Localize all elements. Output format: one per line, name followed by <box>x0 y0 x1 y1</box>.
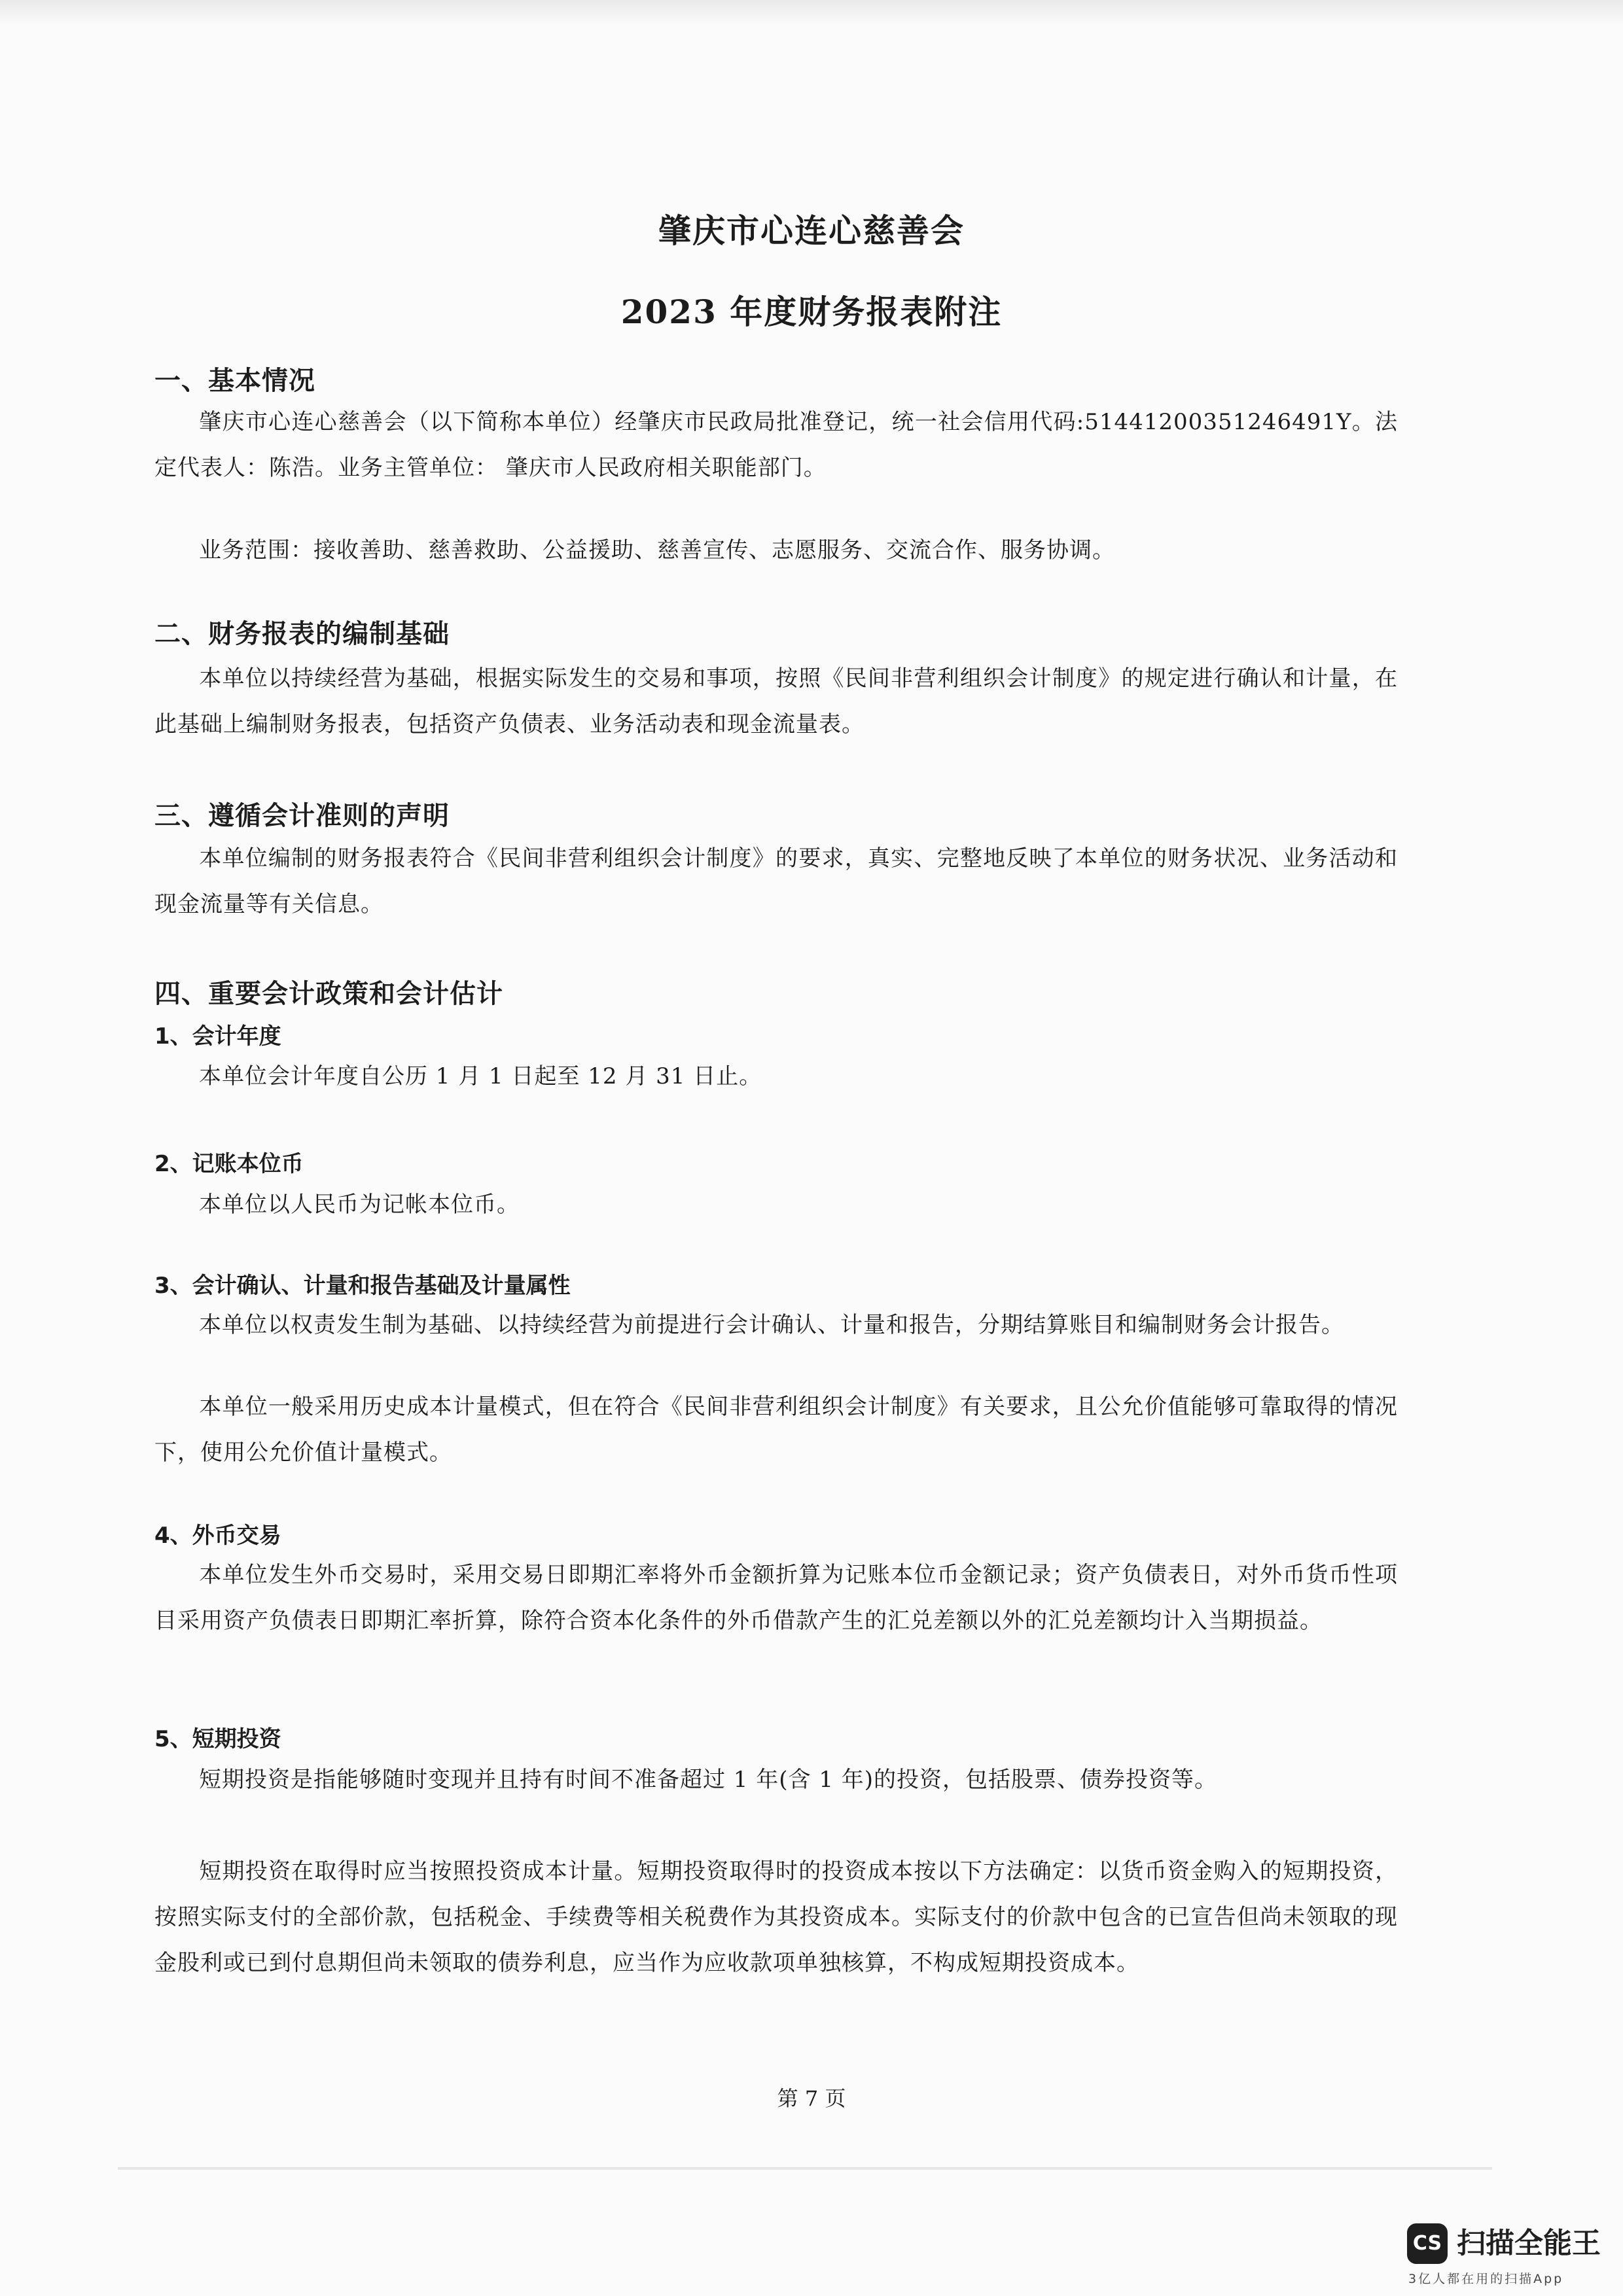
section-heading-compliance-statement: 三、遵循会计准则的声明 <box>154 801 450 831</box>
subheading-foreign-currency: 4、外币交易 <box>154 1523 281 1549</box>
paragraph <box>154 527 1398 573</box>
paragraph-text: 本单位一般采用历史成本计量模式，但在符合《民间非营利组织会计制度》有关要求，且公允价值能够可靠取得的情况下，使用公允价值计量模式。 <box>154 1394 1398 1466</box>
scan-edge-shadow <box>0 0 1623 26</box>
paragraph-text: 本单位以持续经营为基础，根据实际发生的交易和事项，按照《民间非营利组织会计制度》的规定进行确认和计量，在此基础上编制财务报表，包括资产负债表、业务活动表和现金流量表。 <box>154 665 1398 737</box>
paragraph-text: 短期投资是指能够随时变现并且持有时间不准备超过 1 年(含 1 年)的投资，包括股票、债券投资等。 <box>199 1767 1218 1793</box>
subheading-functional-currency: 2、记账本位币 <box>154 1151 304 1177</box>
scan-artifact-line <box>118 2167 1492 2170</box>
paragraph-text: 本单位会计年度自公历 1 月 1 日起至 12 月 31 日止。 <box>199 1063 762 1089</box>
paragraph-text: 本单位以权责发生制为基础、以持续经营为前提进行会计确认、计量和报告，分期结算账目和编制财务会计报告。 <box>199 1312 1344 1338</box>
paragraph <box>154 399 1398 491</box>
paragraph <box>154 656 1398 747</box>
paragraph-text: 业务范围：接收善助、慈善救助、公益援助、慈善宣传、志愿服务、交流合作、服务协调。 <box>199 537 1115 563</box>
paragraph-text: 本单位编制的财务报表符合《民间非营利组织会计制度》的要求，真实、完整地反映了本单位的财务状况、业务活动和现金流量等有关信息。 <box>154 845 1398 917</box>
camscanner-logo-icon: CS <box>1407 2223 1448 2264</box>
report-title: 2023 年度财务报表附注 <box>620 292 1003 331</box>
paragraph <box>154 1757 1398 1803</box>
subheading-short-term-investment: 5、短期投资 <box>154 1726 281 1752</box>
paragraph-text: 本单位发生外币交易时，采用交易日即期汇率将外币金额折算为记账本位币金额记录；资产负债表日，对外币货币性项目采用资产负债表日即期汇率折算，除符合资本化条件的外币借款产生的汇兑差额以外的汇兑差额均计入当期损益。 <box>154 1562 1398 1634</box>
subheading-recognition-basis: 3、会计确认、计量和报告基础及计量属性 <box>154 1273 571 1299</box>
paragraph <box>154 1182 1398 1227</box>
paragraph <box>154 1384 1398 1475</box>
paragraph <box>154 1302 1398 1348</box>
section-heading-accounting-policies: 四、重要会计政策和会计估计 <box>154 979 503 1009</box>
scanner-app-name: 扫描全能王 <box>1457 2227 1601 2260</box>
section-heading-basic-info: 一、基本情况 <box>154 366 315 396</box>
paragraph-text: 肇庆市心连心慈善会（以下简称本单位）经肇庆市民政局批准登记，统一社会信用代码:51441200351246491Y。法定代表人：陈浩。业务主管单位： 肇庆市人民政府相关职能部门。 <box>154 409 1398 481</box>
org-title: 肇庆市心连心慈善会 <box>658 211 965 250</box>
paragraph-text: 本单位以人民币为记帐本位币。 <box>199 1192 520 1218</box>
paragraph <box>154 1552 1398 1644</box>
section-heading-preparation-basis: 二、财务报表的编制基础 <box>154 619 450 649</box>
page-number: 第 7 页 <box>777 2086 846 2111</box>
paragraph <box>154 836 1398 927</box>
scanner-slogan: 3亿人都在用的扫描App <box>1408 2272 1564 2286</box>
paragraph <box>154 1848 1398 1986</box>
paragraph-text: 短期投资在取得时应当按照投资成本计量。短期投资取得时的投资成本按以下方法确定：以货币资金购入的短期投资，按照实际支付的全部价款，包括税金、手续费等相关税费作为其投资成本。实际支付的价款中包含的已宣告但尚未领取的现金股利或已到付息期但尚未领取的债券利息，应当作为应收款项单独核算，不构成短期投资成本。 <box>154 1858 1398 1976</box>
paragraph <box>154 1053 1398 1099</box>
subheading-fiscal-year: 1、会计年度 <box>154 1023 281 1050</box>
